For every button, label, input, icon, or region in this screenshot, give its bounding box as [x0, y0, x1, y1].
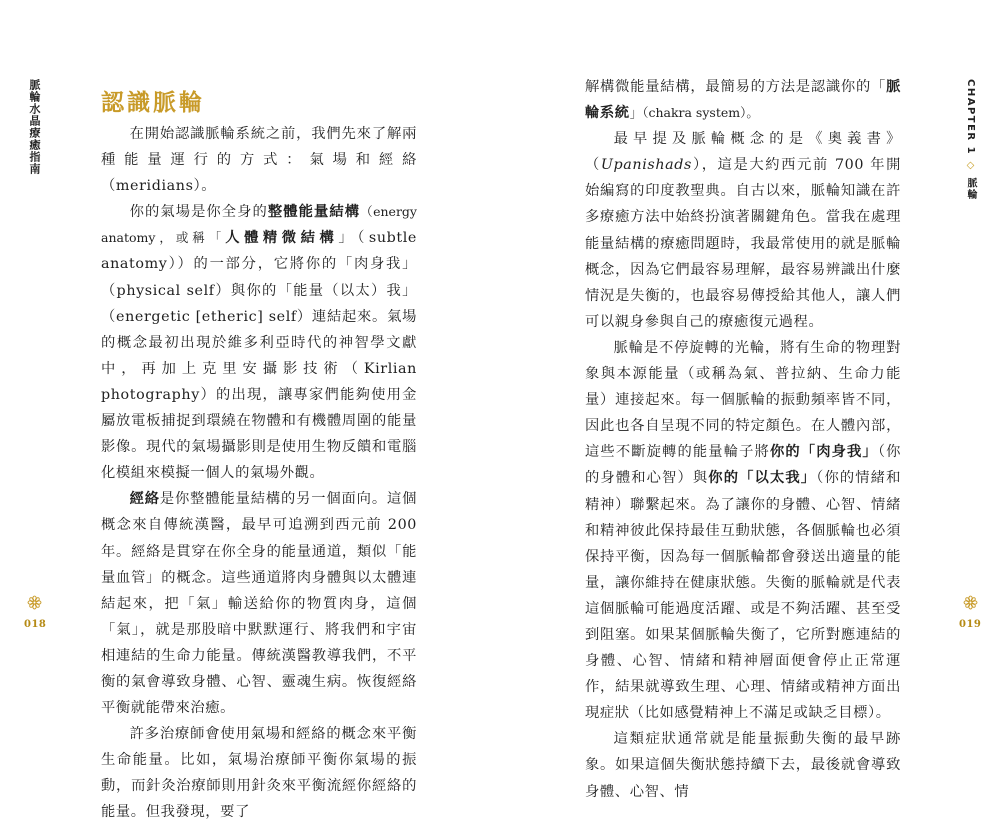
text-run: 解構微能量結構，最簡易的方法是認識你的「 — [585, 79, 887, 95]
right-page — [500, 0, 1000, 800]
bold-term: 脈輪系統 — [585, 79, 901, 122]
bold-term: 整體能量結構 — [267, 204, 361, 221]
italic-term: Upanishads — [600, 157, 692, 174]
text-run: 你的氣場是你全身的 — [129, 204, 268, 221]
chapter-label: CHAPTER 1 — [965, 79, 976, 156]
running-title-right — [963, 79, 978, 201]
text-run: （你的身體和心智）與 — [585, 444, 902, 487]
text-run: ），這是大約西元前 700 年開始編寫的印度教聖典。自古以來，脈輪知識在許多療癒方法中始終扮演著關鍵角色。當我在處理能量結構的療癒問題時，我最常使用的就是脈輪概念，因為它們最容易理解，最容易辨識出什麼情況是失衡的，也最容易傳授給其他人，讓人們可以親身參與自己的療癒復元過程。 — [585, 157, 902, 330]
paragraph-upanishads — [585, 126, 901, 335]
text-run: （energy anatomy，或稱「 — [101, 204, 417, 246]
section-title: 認識脈輪 — [101, 90, 205, 116]
page-number-left: 018 — [24, 619, 47, 630]
flower-ornament-icon — [27, 595, 42, 610]
bold-term: 你的「以太我」 — [708, 470, 817, 487]
page-number-right: 019 — [959, 619, 982, 630]
left-body-text — [101, 121, 417, 826]
running-title-left: 脈輪水晶療癒指南 — [28, 79, 41, 175]
paragraph-healers: 許多治療師會使用氣場和經絡的概念來平衡生命能量。比如，氣場治療師平衡你氣場的振動，而針灸治療師則用針灸來平衡流經你經絡的能量。但我發現，要了 — [101, 726, 417, 821]
flower-ornament-icon — [963, 595, 978, 610]
diamond-icon: ◇ — [965, 160, 976, 173]
paragraph-meridians — [101, 486, 417, 721]
right-body-text — [585, 74, 901, 805]
paragraph-chakra-system — [585, 74, 901, 126]
text-run: 」（subtle anatomy））的一部分，它將你的「肉身我」（physical self）與你的「能量（以太）我」（energetic [etheric] self）連結起來。氣場的概念最初出現於維多利亞時代的神智學文獻中，再加上克里安攝影技術（Kirlian photography）的出現，讓專家們能夠使用金屬放電板捕捉到環繞在物體和有機體周圍的能量影像。現代的氣場攝影則是使用生物反饋和電腦化模組來模擬一個人的氣場外觀。 — [101, 230, 417, 482]
text-run: 是你整體能量結構的另一個面向。這個概念來自傳統漢醫，最早可追溯到西元前 200 年。經絡是貫穿在你全身的能量通道，類似「能量血管」的概念。這些通道將肉身體與以太體連結起來，把「氣」輸送給你的物質肉身，這個「氣」，就是那股暗中默默運行、將我們和宇宙相連結的生命力能量。傳統漢醫教導我們，不平衡的氣會導致身體、心智、靈魂生病。恢復經絡平衡就能帶來治癒。 — [101, 491, 417, 717]
left-page — [0, 0, 500, 821]
text-run: 脈輪是不停旋轉的光輪，將有生命的物理對象與本源能量（或稱為氣、普拉納、生命力能量）連接起來。每一個脈輪的振動頻率皆不同，因此也各自呈現不同的特定顏色。在人體內部，這些不斷旋轉的能量輪子將 — [585, 339, 901, 461]
text-run: 」（chakra system）。 — [629, 105, 759, 121]
paragraph-aura — [101, 199, 417, 486]
text-run: （你的情緒和精神）聯繫起來。為了讓你的身體、心智、情緒和精神彼此保持最佳互動狀態，各個脈輪也必須保持平衡，因為每一個脈輪都會發送出適量的能量，讓你維持在健康狀態。失衡的脈輪就是代表這個脈輪可能過度活躍、或是不夠活躍、甚至受到阻塞。如果某個脈輪失衡了，它所對應連結的身體、心智、情緒和精神層面便會停止正常運作，結果就導致生理、心理、情緒或精神方面出現症狀（比如感覺精神上不滿足或缺乏目標）。 — [585, 470, 901, 722]
paragraph-symptoms: 這類症狀通常就是能量振動失衡的最早跡象。如果這個失衡狀態持續下去，最後就會導致身體、心智、情 — [585, 731, 901, 800]
bold-term: 你的「肉身我」 — [769, 444, 878, 461]
paragraph-intro: 在開始認識脈輪系統之前，我們先來了解兩種能量運行的方式：氣場和經絡（meridians）。 — [101, 126, 417, 195]
paragraph-wheels — [585, 335, 901, 726]
bold-term: 人體精微結構 — [225, 230, 339, 247]
bold-term: 經絡 — [129, 491, 160, 508]
chapter-name: 脈輪 — [965, 177, 976, 201]
text-run: 最早提及脈輪概念的是《奧義書》（ — [585, 131, 901, 174]
